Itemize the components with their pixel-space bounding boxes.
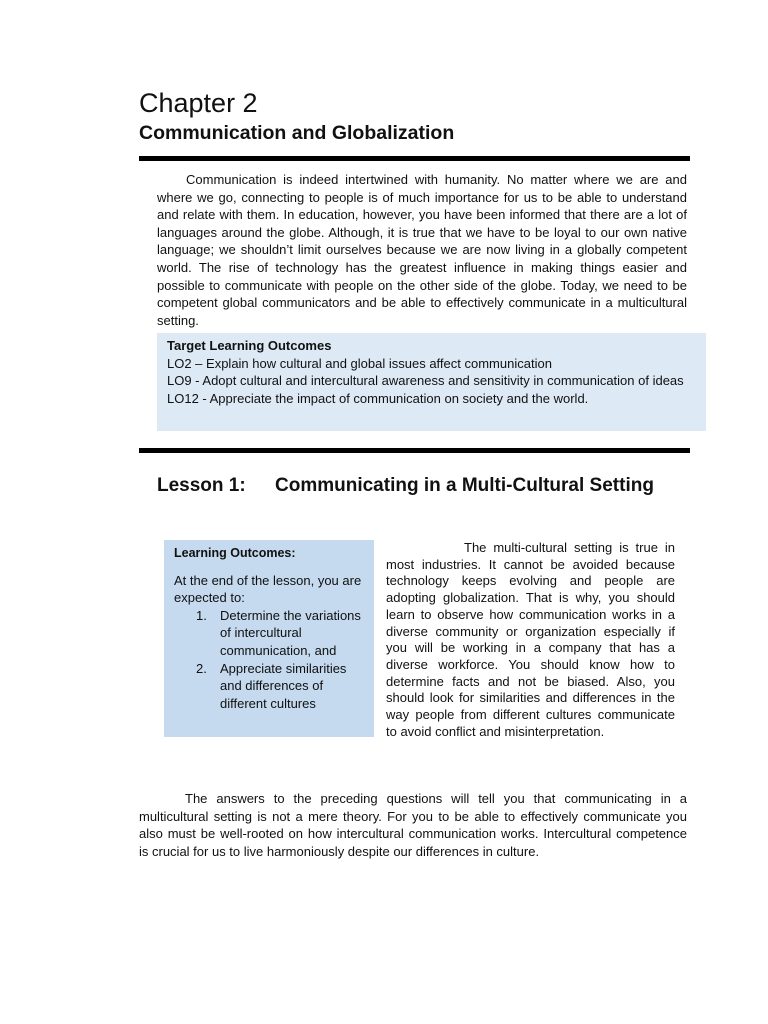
learning-outcomes-list	[174, 607, 366, 713]
list-item-number: 1.	[196, 607, 207, 623]
target-outcome-item: LO12 - Appreciate the impact of communication on society and the world.	[167, 390, 589, 406]
multicultural-paragraph: The multi-cultural setting is true in most industries. It cannot be avoided because technology keeps evolving and people are adopting globalization. That is why, you should learn to observe how communication works in a diverse community or organization especially if you will be working in a company that has a diverse workforce. You should know how to determine facts and not be biased. Also, you should look for similarities and differences in the way people from different cultures communicate to avoid conflict and misinterpretation.	[386, 540, 675, 739]
list-item	[174, 660, 366, 713]
list-item-text: Appreciate similarities and differences of different cultures	[220, 660, 347, 711]
section-divider	[139, 448, 690, 453]
learning-outcomes-lead: At the end of the lesson, you are expected to:	[174, 572, 362, 606]
lesson-heading	[157, 473, 677, 498]
closing-paragraph: The answers to the preceding questions will tell you that communicating in a multicultural setting is not a mere theory. For you to be able to effectively communicate you also must be well-rooted on how intercultural communication works. Intercultural competence is crucial for us to live harmoniously despite our differences in culture.	[139, 791, 687, 859]
learning-outcomes-heading: Learning Outcomes:	[174, 546, 296, 560]
lesson-label: Lesson 1:	[157, 475, 246, 496]
target-outcome-item: LO2 – Explain how cultural and global issues affect communication	[167, 355, 552, 371]
target-outcomes-heading: Target Learning Outcomes	[167, 338, 332, 353]
list-item-number: 2.	[196, 660, 207, 676]
target-learning-outcomes-box	[157, 333, 706, 431]
lesson-title: Communicating in a Multi-Cultural Setting	[275, 475, 654, 496]
chapter-title: Communication and Globalization	[139, 122, 455, 144]
target-outcome-item: LO9 - Adopt cultural and intercultural awareness and sensitivity in communication of ideas	[167, 373, 684, 389]
chapter-number: Chapter 2	[139, 88, 258, 118]
list-item-text: Determine the variations of intercultural communication, and	[220, 607, 361, 658]
top-divider	[139, 156, 690, 161]
list-item	[174, 607, 366, 660]
learning-outcomes-box	[164, 540, 374, 737]
intro-paragraph: Communication is indeed intertwined with humanity. No matter where we are and where we go, connecting to people is of much importance for us to be able to understand and relate with them. In education, however, you have been informed that there are a lot of languages around the globe. Although, it is true that we have to be loyal to our own native language; we shouldn’t limit ourselves because we are now living in a globally competent world. The rise of technology has the greatest influence in making things easier and possible to communicate with people on the other side of the globe. Today, we need to be competent global communicators and be able to effectively communicate in a multicultural setting.	[157, 172, 687, 328]
